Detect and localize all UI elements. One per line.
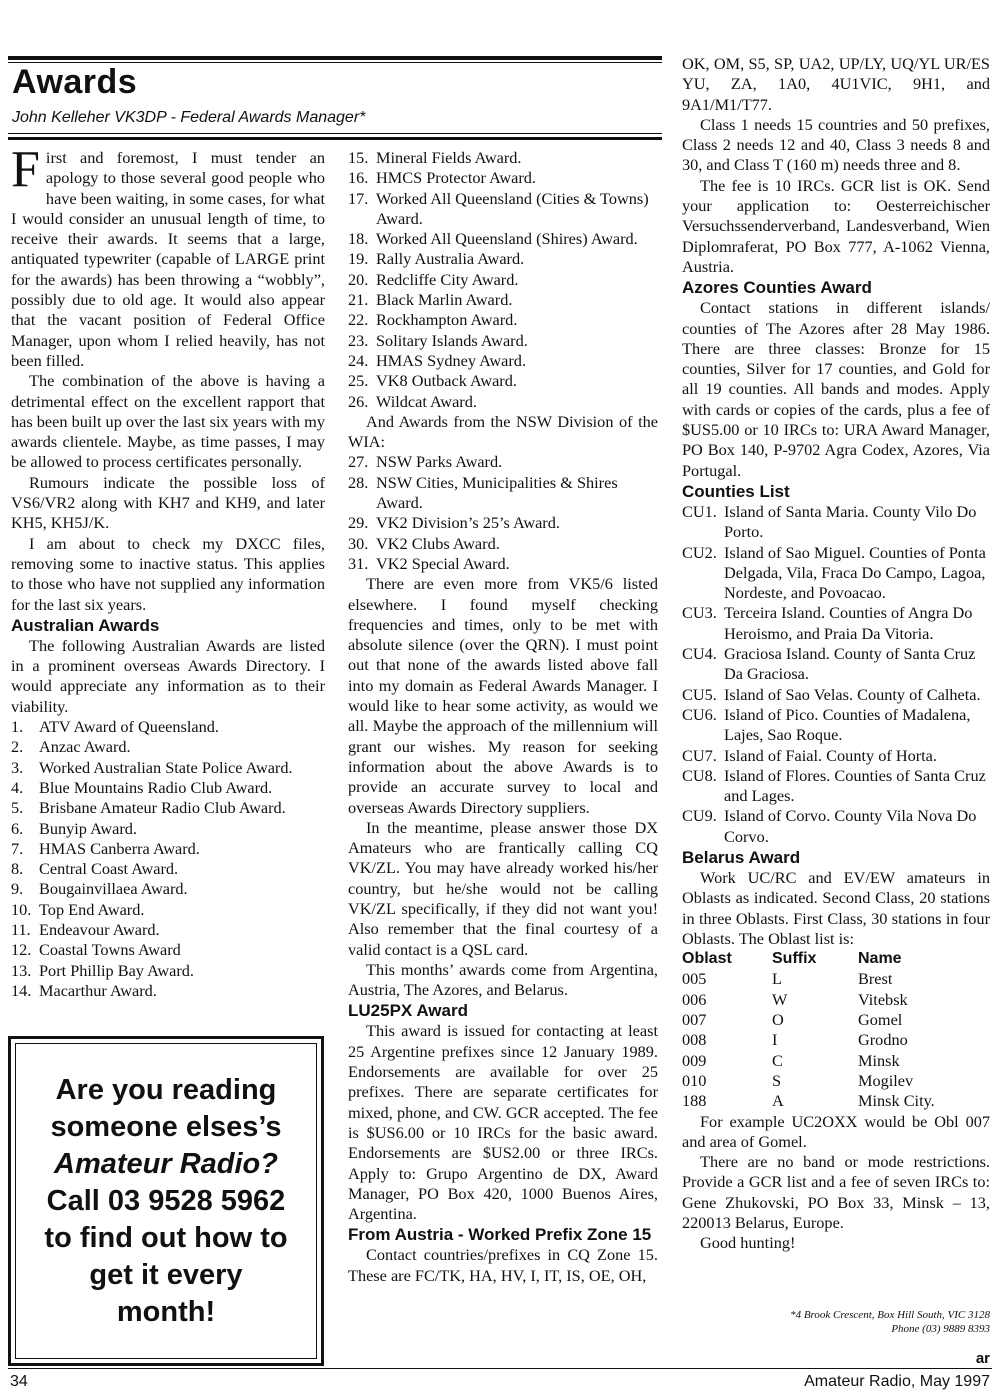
- list-item-number: CU4.: [682, 644, 717, 664]
- list-item-number: 30.: [348, 533, 369, 553]
- list-item: [682, 502, 990, 543]
- ad-line: someone elses’s: [50, 1110, 282, 1143]
- list-item: [348, 270, 658, 290]
- list-item: [348, 331, 658, 351]
- paragraph: For example UC2OXX would be Obl 007 and area of Gomel.: [682, 1111, 990, 1151]
- table-row: [682, 1071, 990, 1091]
- list-item: [11, 920, 325, 940]
- list-item: [348, 290, 658, 310]
- header-rule: [8, 56, 662, 60]
- page-title: Awards: [12, 63, 138, 101]
- list-item: [348, 310, 658, 330]
- list-item-number: 21.: [348, 290, 369, 310]
- table-cell: W: [772, 989, 788, 1009]
- list-item-text: Graciosa Island. County of Santa Cruz Da Graciosa.: [724, 644, 976, 684]
- list-item-text: Rockhampton Award.: [376, 310, 518, 330]
- list-item-number: 16.: [348, 168, 369, 188]
- table-cell: 005: [682, 969, 707, 989]
- list-item-number: 6.: [11, 818, 24, 838]
- list-item-text: VK2 Division’s 25’s Award.: [376, 513, 560, 533]
- ad-inner-border: [15, 1043, 317, 1359]
- list-item-number: 7.: [11, 838, 24, 858]
- oblast-table-body: [682, 969, 990, 1111]
- table-row: [682, 1010, 990, 1030]
- list-item: [682, 705, 990, 746]
- list-item-text: Rally Australia Award.: [376, 249, 525, 269]
- list-item-text: Port Phillip Bay Award.: [39, 960, 194, 980]
- list-item-number: 14.: [11, 980, 32, 1000]
- author-footnote: [682, 1308, 990, 1336]
- column-2: [348, 148, 658, 1286]
- list-item-text: HMAS Canberra Award.: [39, 838, 200, 858]
- list-item-text: Island of Sao Velas. County of Calheta.: [724, 684, 981, 704]
- list-item-number: 17.: [348, 188, 369, 208]
- list-item: [682, 644, 990, 685]
- list-item-number: 10.: [11, 899, 32, 919]
- table-cell: 188: [682, 1091, 707, 1111]
- list-item: [11, 778, 325, 798]
- drop-cap: F: [11, 141, 40, 198]
- list-item-text: Endeavour Award.: [39, 919, 160, 939]
- list-item-number: 1.: [11, 717, 24, 737]
- list-item: [348, 249, 658, 269]
- section-heading-austria: From Austria - Worked Prefix Zone 15: [348, 1225, 652, 1245]
- list-item: [348, 392, 658, 412]
- list-item-number: 28.: [348, 472, 369, 492]
- list-item-number: CU9.: [682, 806, 717, 826]
- list-item-number: 15.: [348, 148, 369, 167]
- list-item: [11, 859, 325, 879]
- list-item-text: Worked Australian State Police Award.: [39, 757, 293, 777]
- table-cell: Minsk City.: [858, 1091, 935, 1111]
- list-item-text: NSW Parks Award.: [376, 452, 503, 472]
- table-cell: O: [772, 1010, 784, 1030]
- table-row: [682, 969, 990, 989]
- table-header: Name: [858, 950, 902, 968]
- list-item-text: VK2 Clubs Award.: [376, 533, 500, 553]
- paragraph: The following Australian Awards are listed in a prominent overseas Awards Directory. I would appreciate any information as to their viability.: [11, 635, 325, 716]
- list-item: [348, 371, 658, 391]
- list-item-text: HMCS Protector Award.: [376, 168, 536, 188]
- table-cell: Gomel: [858, 1010, 903, 1030]
- list-item-number: 5.: [11, 798, 24, 818]
- list-item-text: Coastal Towns Award: [39, 940, 181, 960]
- table-cell: Vitebsk: [858, 989, 908, 1009]
- australian-awards-list-cont: [348, 148, 658, 412]
- paragraph: Contact countries/prefixes in CQ Zone 15. These are FC/TK, HA, HV, I, IT, IS, OE, OH,: [348, 1245, 658, 1285]
- list-item-text: Central Coast Award.: [39, 859, 179, 879]
- nsw-awards-list: [348, 452, 658, 574]
- table-cell: Mogilev: [858, 1070, 914, 1090]
- section-heading-azores: Azores Counties Award: [682, 278, 872, 298]
- paragraph: Rumours indicate the possible loss of VS6/VR2 along with KH7 and KH9, and later KH5, KH5J/K.: [11, 472, 325, 533]
- list-item: [348, 168, 658, 188]
- list-item: [11, 961, 325, 981]
- list-item: [11, 819, 325, 839]
- byline: John Kelleher VK3DP - Federal Awards Manager*: [12, 109, 366, 126]
- list-item-number: CU8.: [682, 765, 717, 785]
- list-item-text: Blue Mountains Radio Club Award.: [39, 777, 273, 797]
- list-item-text: Island of Santa Maria. County Vilo Do Porto.: [724, 501, 977, 542]
- section-heading-australian-awards: Australian Awards: [11, 615, 160, 635]
- list-item-text: Bunyip Award.: [39, 818, 137, 838]
- list-item-number: 19.: [348, 249, 369, 269]
- list-item: [682, 746, 990, 766]
- list-item: [348, 513, 658, 533]
- table-row: [682, 1030, 990, 1050]
- ad-line: get it every: [89, 1258, 243, 1291]
- list-item-number: 31.: [348, 553, 369, 573]
- list-item-number: 20.: [348, 269, 369, 289]
- list-item: [682, 766, 990, 807]
- footnote-address: *4 Brook Crescent, Box Hill South, VIC 3128: [790, 1309, 990, 1321]
- paragraph: In the meantime, please answer those DX Amateurs who are frantically calling CQ VK/ZL. You may have already worked his/her country, but he/she would not be calling VK/ZL specifically, if they did not want you! Also remember that the final courtesy of a valid contact is a QSL card.: [348, 817, 658, 959]
- table-row: [682, 1091, 990, 1111]
- table-row: [682, 990, 990, 1010]
- list-item: [11, 758, 325, 778]
- list-item-number: 29.: [348, 513, 369, 533]
- sign-off: Good hunting!: [700, 1233, 796, 1253]
- paragraph: I am about to check my DXCC files, removing some to inactive status. This applies to those who have not supplied any information for the last six years.: [11, 533, 325, 614]
- list-item: [11, 900, 325, 920]
- column-1: [11, 141, 325, 1001]
- list-item: [11, 798, 325, 818]
- list-item-text: Solitary Islands Award.: [376, 330, 528, 350]
- list-item-number: 24.: [348, 350, 369, 370]
- list-item-number: CU5.: [682, 684, 717, 704]
- table-cell: 007: [682, 1010, 707, 1030]
- list-item: [11, 737, 325, 757]
- ad-line: month!: [116, 1295, 216, 1328]
- list-item-text: Worked All Queensland (Cities & Towns) Award.: [376, 188, 649, 228]
- list-item: [11, 981, 325, 1001]
- list-item: [682, 685, 990, 705]
- list-item: [11, 879, 325, 899]
- list-item-text: Mineral Fields Award.: [376, 148, 522, 167]
- section-heading-lu25px: LU25PX Award: [348, 1001, 468, 1021]
- list-item: [348, 189, 658, 230]
- intro-paragraph: [11, 141, 325, 371]
- section-heading-belarus: Belarus Award: [682, 847, 801, 867]
- list-item-number: CU7.: [682, 745, 717, 765]
- list-item-number: 4.: [11, 777, 24, 797]
- list-item-number: 2.: [11, 737, 24, 757]
- list-item-text: NSW Cities, Municipalities & Shires Award.: [376, 472, 618, 513]
- list-item-number: 12.: [11, 940, 32, 960]
- list-item: [11, 839, 325, 859]
- paragraph: Class 1 needs 15 countries and 50 prefixes, Class 2 needs 12 and 40, Class 3 needs 8 and 30, and Class T (160 m) needs three and 8.: [682, 114, 990, 175]
- table-cell: 009: [682, 1050, 707, 1070]
- australian-awards-list: [11, 717, 325, 1001]
- table-cell: 008: [682, 1030, 707, 1050]
- list-item-text: Brisbane Amateur Radio Club Award.: [39, 798, 286, 818]
- paragraph: And Awards from the NSW Division of the WIA:: [348, 411, 658, 452]
- paragraph: This award is issued for contacting at least 25 Argentine prefixes since 12 January 1989. Endorsements are available for over 25 prefixes. There are separate certificates for mixed, phone, and CW. GCR accepted. The fee is $US6.00 or 10 IRCs for the basic award. Endorsements are $US2.00 or three IRCs. Apply to: Grupo Argentino de DX, Award Manager, PO Box 420, 1000 Buenos Aires, Argentina.: [348, 1021, 658, 1224]
- list-item-text: Island of Sao Miguel. Counties of Ponta Delgada, Vila, Fraca Do Campo, Lagoa, Nordeste, and Povoacao.: [724, 542, 986, 603]
- paragraph: There are no band or mode restrictions. Provide a GCR list and a fee of seven IRCs to: Gene Zhukovski, PO Box 33, Minsk – 13, 220013 Belarus, Europe.: [682, 1152, 990, 1233]
- paragraph: Work UC/RC and EV/EW amateurs in Oblasts as indicated. Second Class, 20 stations in three Oblasts. First Class, 30 stations in four Oblasts. The Oblast list is:: [682, 867, 990, 948]
- list-item-text: Bougainvillaea Award.: [39, 879, 188, 899]
- list-item: [348, 229, 658, 249]
- table-cell: C: [772, 1050, 783, 1070]
- list-item: [348, 554, 658, 574]
- list-item-text: Island of Pico. Counties of Madalena, Lajes, Sao Roque.: [724, 704, 971, 745]
- list-item-text: VK8 Outback Award.: [376, 371, 517, 391]
- list-item-text: Terceira Island. Counties of Angra Do Heroismo, and Praia Da Vitoria.: [724, 603, 973, 643]
- list-item-text: HMAS Sydney Award.: [376, 350, 527, 370]
- list-item: [11, 717, 325, 737]
- table-cell: 010: [682, 1070, 707, 1090]
- list-item: [348, 148, 658, 168]
- list-item-number: 18.: [348, 229, 369, 249]
- end-mark: ar: [975, 1350, 990, 1367]
- oblast-table: [682, 949, 990, 1111]
- paragraph: The combination of the above is having a detrimental effect on the excellent rapport that has been built up over the last six years with my awards clientele. Maybe, as time passes, I may be allowed to process certificates personally.: [11, 371, 325, 472]
- list-item-text: Wildcat Award.: [376, 391, 477, 411]
- paragraph: This months’ awards come from Argentina, Austria, The Azores, and Belarus.: [348, 959, 658, 1000]
- paragraph: There are even more from VK5/6 listed elsewhere. I found myself checking frequencies and times, only to be met with absolute silence (over the QRN). I must point out that none of the awards listed above fall into my domain as Federal Awards Manager. I would like to hear some activity, as would we all. Maybe the approach of the millennium will grant our wishes. My reason for seeking information about the above Awards is to provide an accurate survey to local and overseas Awards Directory suppliers.: [348, 574, 658, 817]
- page-number: 34: [10, 1373, 28, 1390]
- list-item-text: Black Marlin Award.: [376, 290, 513, 310]
- table-header: Oblast: [682, 950, 732, 968]
- intro-text: irst and foremost, I must tender an apology to those several good people who have been waiting, in some cases, for what I would consider an unusual length of time, to receive their awards. It seems that a large, antiquated typewriter (capable of LARGE print for the awards) has been throwing a “wobbly”, possibly due to old age. It would also appear that the vacant position of Federal Office Manager, upon whom I relied heavily, has not been filled.: [11, 148, 325, 370]
- list-item: [682, 603, 990, 644]
- list-item-number: 11.: [11, 919, 31, 939]
- paragraph: OK, OM, S5, SP, UA2, UP/LY, UQ/YL UR/ES YU, ZA, 1A0, 4U1VIC, 9H1, and 9A1/M1/T77.: [682, 54, 990, 114]
- list-item-text: Top End Award.: [39, 899, 145, 919]
- list-item-text: ATV Award of Queensland.: [39, 717, 219, 737]
- ad-text: [44, 1072, 287, 1331]
- list-item-number: 3.: [11, 757, 24, 777]
- list-item-number: 27.: [348, 452, 369, 472]
- section-heading-counties: Counties List: [682, 481, 790, 501]
- list-item-text: Island of Flores. Counties of Santa Cruz and Lages.: [724, 765, 986, 806]
- issue-label: Amateur Radio, May 1997: [804, 1373, 990, 1390]
- ad-line: to find out how to: [44, 1221, 288, 1254]
- ad-phone: Call 03 9528 5962: [46, 1184, 286, 1217]
- list-item-number: 25.: [348, 371, 369, 391]
- list-item-text: VK2 Special Award.: [376, 553, 510, 573]
- list-item-text: Macarthur Award.: [39, 980, 157, 1000]
- list-item-text: Worked All Queensland (Shires) Award.: [376, 229, 638, 249]
- ad-line: Amateur Radio?: [54, 1147, 278, 1180]
- paragraph: The fee is 10 IRCs. GCR list is OK. Send your application to: Oesterreichischer Versuchssenderverband, Landesverband, Wien Diplomraferat, PO Box 777, A-1062 Vienna, Austria.: [682, 175, 990, 276]
- byline-rule: [8, 137, 662, 140]
- list-item-text: Anzac Award.: [39, 737, 131, 757]
- counties-list: [682, 502, 990, 847]
- list-item: [11, 940, 325, 960]
- list-item-number: 26.: [348, 391, 369, 411]
- table-cell: Grodno: [858, 1030, 908, 1050]
- table-cell: Brest: [858, 969, 893, 989]
- list-item: [348, 534, 658, 554]
- table-cell: S: [772, 1070, 782, 1090]
- list-item-number: CU2.: [682, 542, 717, 562]
- footer-rule: [8, 1368, 992, 1369]
- list-item: [348, 351, 658, 371]
- list-item-number: 13.: [11, 960, 32, 980]
- footnote-phone: Phone (03) 9889 8393: [891, 1323, 990, 1335]
- list-item-number: CU1.: [682, 501, 717, 521]
- list-item-number: CU3.: [682, 603, 717, 623]
- table-cell: 006: [682, 989, 707, 1009]
- list-item-number: 22.: [348, 310, 369, 330]
- list-item: [682, 806, 990, 847]
- column-3: [682, 54, 990, 1254]
- list-item-number: 23.: [348, 330, 369, 350]
- paragraph: Contact stations in different islands/ counties of The Azores after 28 May 1986. There are three classes: Bronze for 15 counties, Silver for 17 counties, and Gold for all 19 counties. All bands and modes. Apply with cards or copies of the cards, plus a fee of $US5.00 or 10 IRCs to: URA Award Manager, PO Box 140, P-9702 Agra Codex, Azores, Via Portugal.: [682, 298, 990, 480]
- list-item-number: 8.: [11, 859, 24, 879]
- list-item: [682, 543, 990, 604]
- table-cell: Minsk: [858, 1050, 900, 1070]
- table-cell: L: [772, 969, 782, 989]
- subscription-ad-box: [8, 1036, 324, 1366]
- list-item: [348, 473, 658, 514]
- byline-rule-thin: [8, 133, 662, 134]
- list-item-text: Island of Corvo. County Vila Nova Do Corvo.: [724, 806, 977, 846]
- table-header: Suffix: [772, 950, 817, 968]
- list-item-text: Redcliffe City Award.: [376, 269, 519, 289]
- list-item-text: Island of Faial. County of Horta.: [724, 745, 937, 765]
- table-cell: I: [772, 1030, 778, 1050]
- list-item: [348, 452, 658, 472]
- list-item-number: 9.: [11, 879, 24, 899]
- table-row: [682, 1051, 990, 1071]
- list-item-number: CU6.: [682, 704, 717, 724]
- ad-line: Are you reading: [55, 1073, 277, 1106]
- table-cell: A: [772, 1091, 784, 1111]
